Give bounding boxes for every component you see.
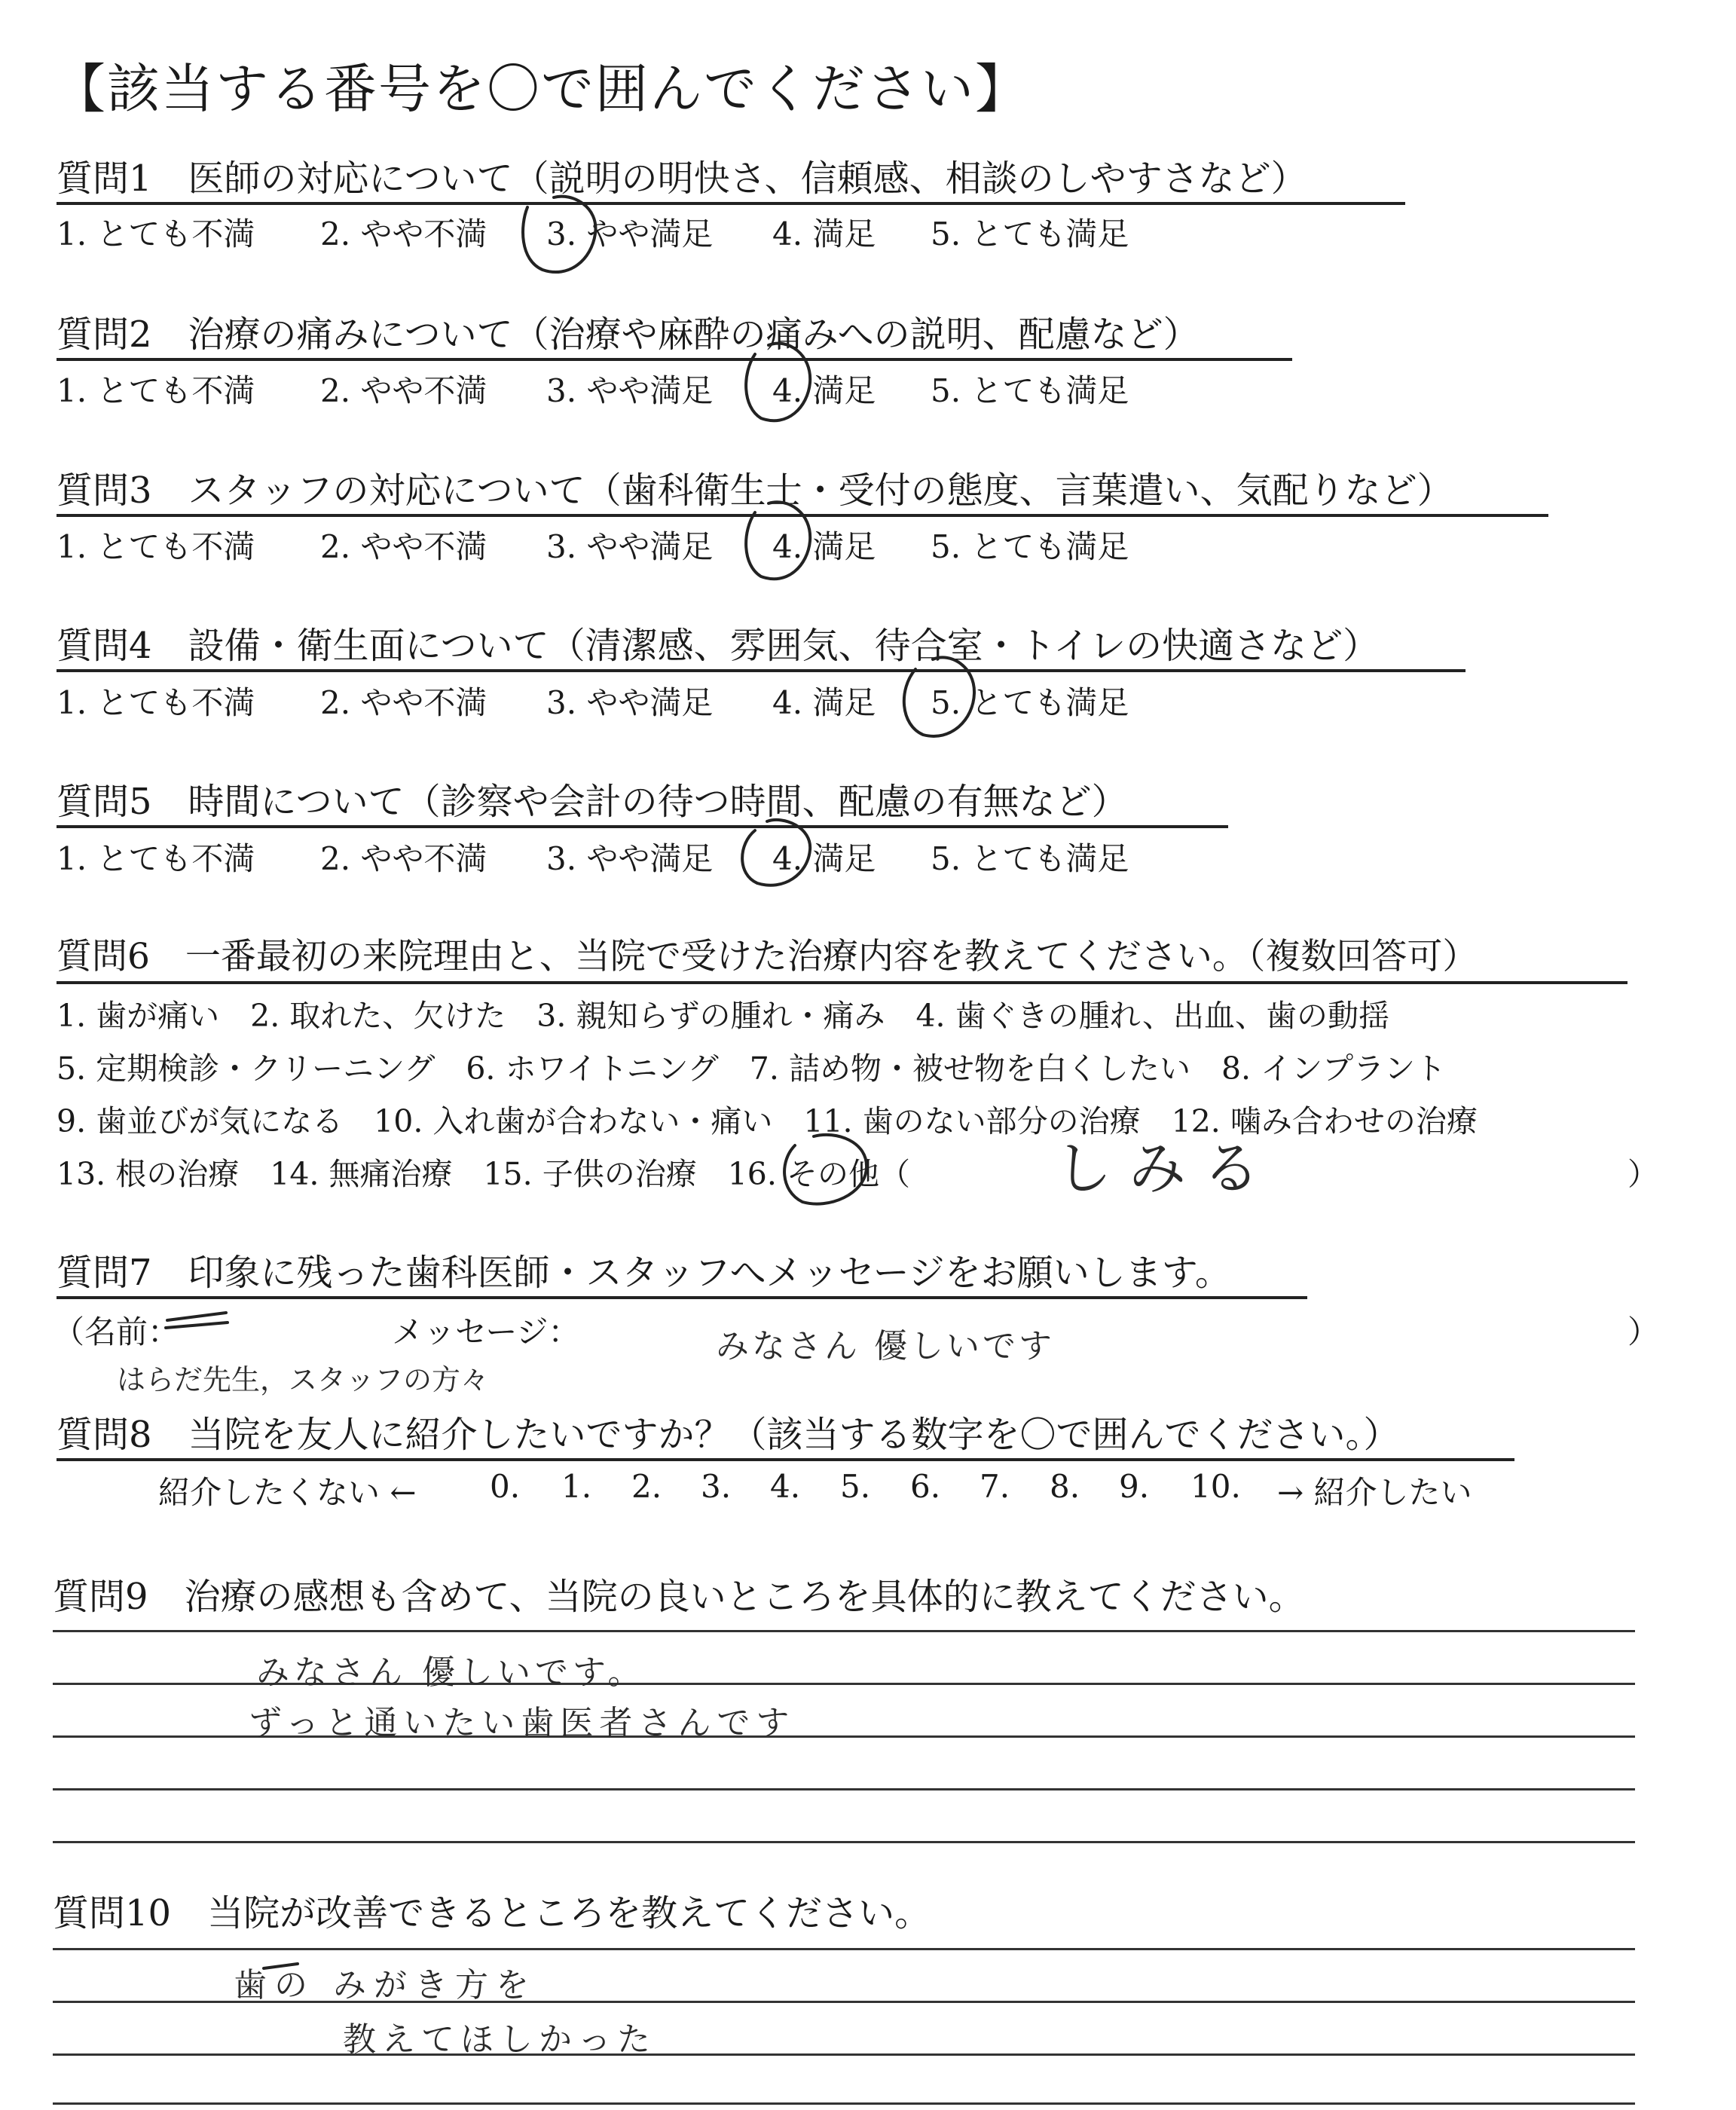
- q6-other-close-paren: ）: [1628, 1156, 1658, 1192]
- q1-option-3[interactable]: 3. やや満足: [546, 216, 714, 252]
- q7-message-handwritten[interactable]: みなさん 優しいです: [716, 1327, 1055, 1365]
- q5-selection-circle: [742, 820, 810, 885]
- q6-selection-circle: [784, 1135, 866, 1204]
- q3-option-5[interactable]: 5. とても満足: [931, 528, 1129, 565]
- q8-option-1[interactable]: 1.: [561, 1468, 592, 1505]
- q8-option-8[interactable]: 8.: [1050, 1468, 1080, 1505]
- q1-option-4[interactable]: 4. 満足: [772, 216, 876, 252]
- q7-message-label: メッセージ：: [392, 1313, 580, 1350]
- q10-answer-handwritten-1[interactable]: 歯の みがき方を: [234, 1966, 536, 2004]
- q7-close-paren: ）: [1628, 1313, 1660, 1350]
- q8-option-5[interactable]: 5.: [840, 1468, 871, 1505]
- q3-option-4[interactable]: 4. 満足: [772, 528, 876, 565]
- question-5-label: 質問5 時間について（診察や会計の待つ時間、配慮の有無など）: [57, 781, 1128, 823]
- q8-option-7[interactable]: 7.: [980, 1468, 1010, 1505]
- q8-left-label: 紹介したくない ←: [158, 1474, 417, 1511]
- q7-name-handwritten[interactable]: はらだ先生，スタッフの方々: [117, 1363, 490, 1396]
- question-1-label: 質問1 医師の対応について（説明の明快さ、信頼感、相談のしやすさなど）: [57, 157, 1307, 200]
- q6-options-row-3[interactable]: 9. 歯並びが気になる 10. 入れ歯が合わない・痛い 11. 歯のない部分の治療 12. 噛み合わせの治療: [57, 1103, 1478, 1139]
- form-title: 【該当する番号を〇で囲んでください】: [53, 58, 1029, 120]
- q7-name-label: （名前：: [53, 1313, 180, 1350]
- q6-options-row-2[interactable]: 5. 定期検診・クリーニング 6. ホワイトニング 7. 詰め物・被せ物を白くしたい 8. インプラント: [57, 1050, 1447, 1087]
- q4-selection-circle: [904, 657, 974, 736]
- question-10-label: 質問10 当院が改善できるところを教えてください。: [53, 1892, 931, 1934]
- q8-option-4[interactable]: 4.: [770, 1468, 801, 1505]
- q6-other-handwritten[interactable]: しみる: [1055, 1135, 1276, 1202]
- q6-options-row-4[interactable]: 13. 根の治療 14. 無痛治療 15. 子供の治療 16. その他（: [57, 1156, 910, 1192]
- q8-option-6[interactable]: 6.: [910, 1468, 941, 1505]
- q4-option-5[interactable]: 5. とても満足: [931, 684, 1129, 721]
- q8-option-9[interactable]: 9.: [1119, 1468, 1150, 1505]
- q4-option-3[interactable]: 3. やや満足: [546, 684, 714, 721]
- q10-answer-handwritten-2[interactable]: 教えてほしかった: [343, 2020, 656, 2059]
- q1-selection-circle: [523, 197, 595, 272]
- q2-option-4[interactable]: 4. 満足: [772, 372, 876, 409]
- question-3-label: 質問3 スタッフの対応について（歯科衛生士・受付の態度、言葉遣い、気配りなど）: [57, 469, 1453, 512]
- q9-answer-handwritten-1[interactable]: みなさん 優しいです。: [256, 1653, 646, 1692]
- q2-selection-circle: [746, 344, 810, 421]
- q6-options-row-1[interactable]: 1. 歯が痛い 2. 取れた、欠けた 3. 親知らずの腫れ・痛み 4. 歯ぐきの腫れ、出血、歯の動揺: [57, 998, 1390, 1034]
- q8-option-2[interactable]: 2.: [631, 1468, 662, 1505]
- q7-name-strikethrough: [166, 1313, 228, 1328]
- q4-option-4[interactable]: 4. 満足: [772, 684, 876, 721]
- q1-option-5[interactable]: 5. とても満足: [931, 216, 1129, 252]
- q3-option-2[interactable]: 2. やや不満: [320, 528, 487, 565]
- q2-option-1[interactable]: 1. とても不満: [57, 372, 255, 409]
- q5-option-1[interactable]: 1. とても不満: [57, 840, 255, 877]
- q3-selection-circle: [746, 502, 810, 579]
- question-2-label: 質問2 治療の痛みについて（治療や麻酔の痛みへの説明、配慮など）: [57, 313, 1200, 356]
- q1-option-2[interactable]: 2. やや不満: [320, 216, 487, 252]
- question-8-label: 質問8 当院を友人に紹介したいですか？（該当する数字を〇で囲んでください。）: [57, 1414, 1400, 1456]
- q8-option-3[interactable]: 3.: [701, 1468, 732, 1505]
- q2-option-5[interactable]: 5. とても満足: [931, 372, 1129, 409]
- q2-option-2[interactable]: 2. やや不満: [320, 372, 487, 409]
- q1-option-1[interactable]: 1. とても不満: [57, 216, 255, 252]
- question-9-label: 質問9 治療の感想も含めて、当院の良いところを具体的に教えてください。: [53, 1576, 1305, 1618]
- q5-option-2[interactable]: 2. やや不満: [320, 840, 487, 877]
- q10-strikethrough: [264, 1964, 298, 1968]
- q4-option-1[interactable]: 1. とても不満: [57, 684, 255, 721]
- question-6-label: 質問6 一番最初の来院理由と、当院で受けた治療内容を教えてください。（複数回答可）: [57, 936, 1478, 977]
- q4-option-2[interactable]: 2. やや不満: [320, 684, 487, 721]
- q5-option-4[interactable]: 4. 満足: [772, 840, 876, 877]
- q3-option-3[interactable]: 3. やや満足: [546, 528, 714, 565]
- q5-option-3[interactable]: 3. やや満足: [546, 840, 714, 877]
- q5-option-5[interactable]: 5. とても満足: [931, 840, 1129, 877]
- q3-option-1[interactable]: 1. とても不満: [57, 528, 255, 565]
- q8-option-10[interactable]: 10.: [1190, 1468, 1241, 1505]
- question-7-label: 質問7 印象に残った歯科医師・スタッフへメッセージをお願いします。: [57, 1252, 1231, 1294]
- q2-option-3[interactable]: 3. やや満足: [546, 372, 714, 409]
- question-4-label: 質問4 設備・衛生面について（清潔感、雰囲気、待合室・トイレの快適さなど）: [57, 625, 1380, 667]
- q8-option-0[interactable]: 0.: [490, 1468, 521, 1505]
- q8-right-label: → 紹介したい: [1277, 1474, 1472, 1511]
- q9-answer-handwritten-2[interactable]: ずっと通いたい歯医者さんです: [249, 1704, 796, 1742]
